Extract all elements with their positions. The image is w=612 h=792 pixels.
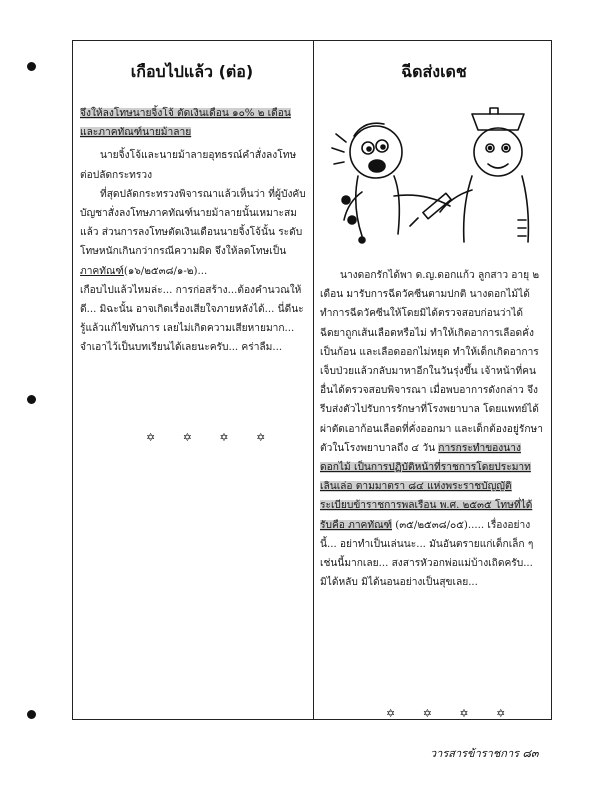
left-column-body (80, 104, 306, 358)
case-ref: (๓๕/๒๕๓๘/๐๕)..... (395, 519, 485, 531)
penalty-text: ภาคทัณฑ์ (80, 265, 124, 277)
cartoon-nurse-injecting-child-illustration (322, 100, 538, 250)
section-stars: ✡ ✡ ✡ ✡ (146, 431, 278, 444)
paragraph: เกือบไปแล้วไหมล่ะ... การก่อสร้าง...ต้องคำนวณให้ดี... มิฉะนั้น อาจเกิดเรื่องเสียใจภายหลังได้... นี่ดีนะ รู้แล้วแก้ไขทันการ เลยไม่เกิดความเสียหายมาก... จำเอาไว้เป็นบทเรียนได้เลยนะครับ... คร่าลืม... (80, 284, 304, 354)
paragraph: นายจิ้งโจ้และนายม้าลายอุทธรณ์คำสั่งลงโทษต่อปลัดกระทรวง (80, 150, 297, 181)
paragraph: นางดอกรักได้พา ด.ญ.ดอกแก้ว ลูกสาว อายุ ๒ เดือน มารับการฉีดวัคซีนตามปกติ นางดอกไม้ได้ทำการฉีดวัคซีนให้โดยมิได้ตรวจสอบก่อนว่าได้ฉีดยาถูกเส้นเลือดหรือไม่ ทำให้เกิดอาการเลือดคั่งเป็นก้อน และเลือดออกไม่หยุด ทำให้เด็กเกิดอาการเจ็บป่วยแล้วกลับมาหาอีกในวันรุ่งขึ้น เจ้าหน้าที่คนอื่นได้ตรวจสอบพิจารณา เมื่อพบอาการดังกล่าว จึงรีบส่งตัวไปรับการรักษาที่โรงพยาบาล โดยแพทย์ได้ผ่าตัดเอาก้อนเลือดที่คั่งออกมา และเด็กต้องอยู่รักษาตัวในโรงพยาบาลถึง ๔ วัน การกระทำของนางดอกไม้ เป็นการปฏิบัติหน้าที่ราชการโดยประมาทเลินเล่อ ตามมาตรา ๘๔ แห่งพระราชบัญญัติระเบียบข้าราชการพลเรือน พ.ศ. ๒๕๓๕ โทษที่ได้รับคือ ภาคทัณฑ์ (๓๕/๒๕๓๘/๐๕)..... เรื่องอย่างนี้... อย่าทำเป็นเล่นนะ... มันอันตรายแก่เด็กเล็ก ๆ เช่นนี้มากเลย... สงสารหัวอกพ่อแม่บ้างเถิดครับ... มิได้หลับ มิได้นอนอย่างเป็นสุขเลย... (320, 270, 543, 589)
binder-hole (27, 395, 36, 404)
binder-hole (27, 710, 36, 719)
binder-hole (27, 62, 36, 71)
highlight-line: และภาคทัณฑ์นายม้าลาย (80, 127, 192, 139)
left-column-title: เกือบไปแล้ว (ต่อ) (130, 62, 254, 81)
highlight-line: จึงให้ลงโทษนายจิ้งโจ้ ตัดเงินเดือน ๑๐% ๒ เดือน (80, 108, 291, 119)
paragraph: ที่สุดปลัดกระทรวงพิจารณาแล้วเห็นว่า ที่ผู้บังคับบัญชาสั่งลงโทษภาคทัณฑ์นายม้าลายนั้นเหมาะสมแล้ว ส่วนการลงโทษตัดเงินเดือนนายจิ้งโจ้นั้น ระดับโทษหนักเกินกว่ากรณีความผิด จึงให้ลดโทษเป็นภาคทัณฑ์(๑๖/๒๕๓๘/๑-๒)... (80, 188, 306, 277)
right-column-title: ฉีดส่งเดช (401, 62, 467, 81)
column-divider (313, 40, 314, 720)
highlight-text: การกระทำของนางดอกไม้ เป็นการปฏิบัติหน้าที่ราชการโดยประมาทเลินเล่อ ตามมาตรา ๘๔ แห่งพระราชบัญญัติระเบียบข้าราชการพลเรือน พ.ศ. ๒๕๓๕ โทษที่ได้รับคือ ภาคทัณฑ์ (320, 442, 533, 531)
section-stars: ✡ ✡ ✡ ✡ (386, 707, 518, 720)
case-ref: (๑๖/๒๕๓๘/๑-๒)... (123, 265, 208, 277)
right-column-body (320, 266, 544, 592)
page-footer: วารสารข้าราชการ ๘๓ (430, 747, 539, 760)
